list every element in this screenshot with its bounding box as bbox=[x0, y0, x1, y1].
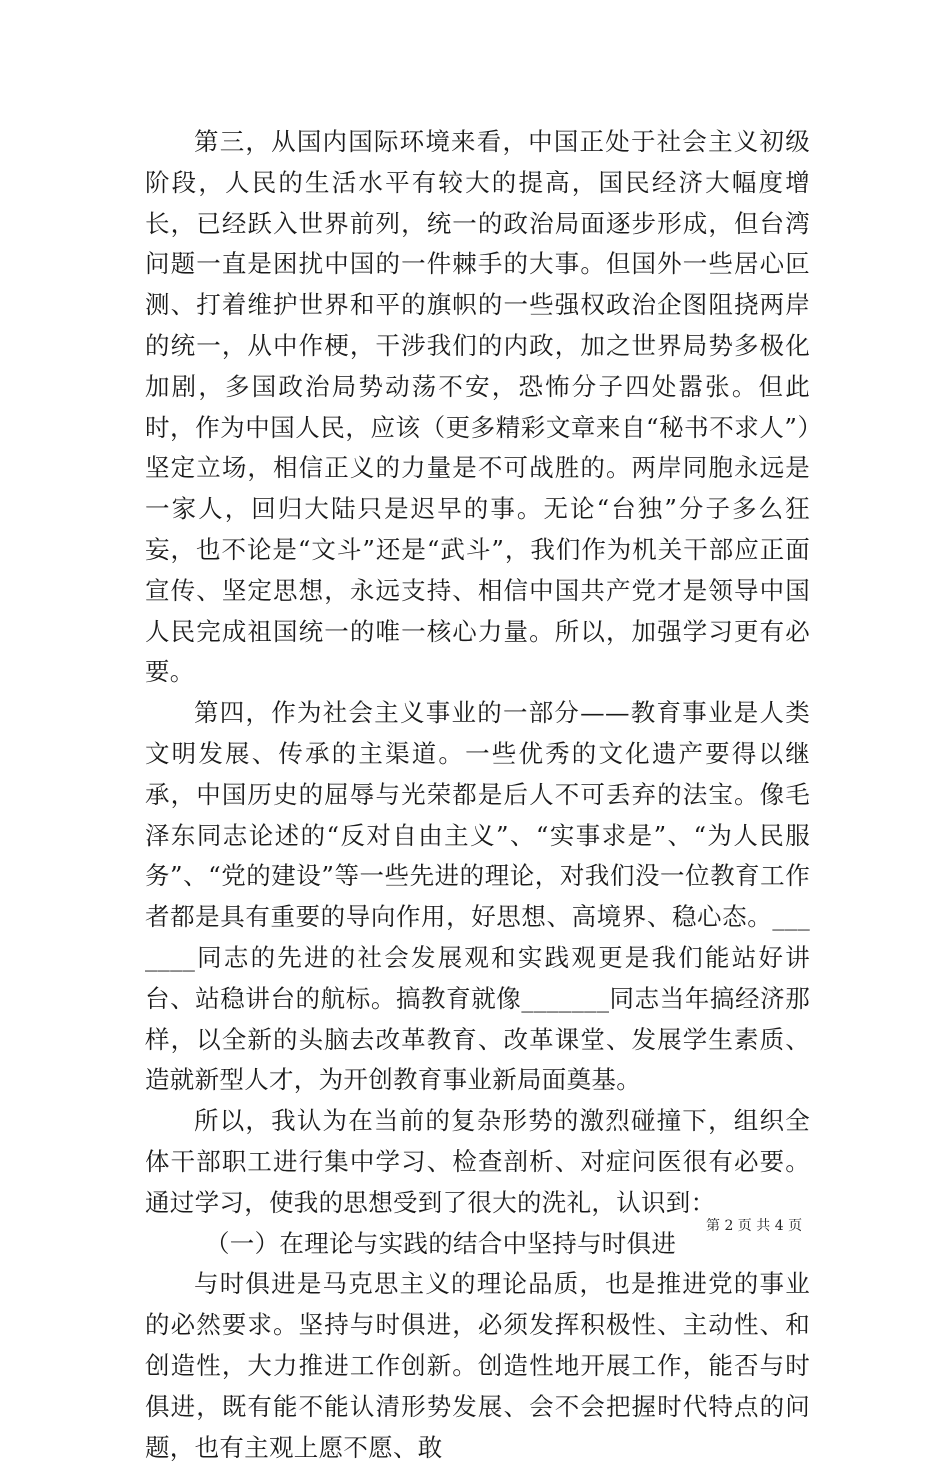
paragraph-keep-pace: 与时俱进是马克思主义的理论品质，也是推进党的事业的必然要求。坚持与时俱进，必须发挥积极性、主动性、和创造性，大力推进工作创新。创造性地开展工作，能否与时俱进，既有能不能认清形势发展、会不会把握时代特点的问题，也有主观上愿不愿、敢 bbox=[145, 1269, 810, 1462]
section-heading: （一）在理论与实践的结合中坚持与时俱进 bbox=[205, 1228, 677, 1258]
paragraph-conclusion: 所以，我认为在当前的复杂形势的激烈碰撞下，组织全体干部职工进行集中学习、检查剖析、对症问医很有必要。通过学习，使我的思想受到了很大的洗礼，认识到： bbox=[145, 1106, 810, 1217]
paragraph-third-point: 第三，从国内国际环境来看，中国正处于社会主义初级阶段，人民的生活水平有较大的提高，国民经济大幅度增长，已经跃入世界前列，统一的政治局面逐步形成，但台湾问题一直是困扰中国的一件棘手的大事。但国外一些居心叵测、打着维护世界和平的旗帜的一些强权政治企图阻挠两岸的统一，从中作梗，干涉我们的内政，加之世界局势多极化加剧，多国政治局势动荡不安，恐怖分子四处嚣张。但此时，作为中国人民，应该（更多精彩文章来自“秘书不求人”）坚定立场，相信正义的力量是不可战胜的。两岸同胞永远是一家人，回归大陆只是迟早的事。无论“台独”分子多么狂妄，也不论是“文斗”还是“武斗”，我们作为机关干部应正面宣传、坚定思想，永远支持、相信中国共产党才是领导中国人民完成祖国统一的唯一核心力量。所以，加强学习更有必要。 bbox=[145, 127, 810, 687]
document-body bbox=[145, 122, 810, 1468]
page-number-footer: 第 2 页 共 4 页 bbox=[706, 1218, 803, 1234]
paragraph-fourth-point: 第四，作为社会主义事业的一部分——教育事业是人类文明发展、传承的主渠道。一些优秀的文化遗产要得以继承，中国历史的屈辱与光荣都是后人不可丢弃的法宝。像毛泽东同志论述的“反对自由主义”、“实事求是”、“为人民服务”、“党的建设”等一些先进的理论，对我们没一位教育工作者都是具有重要的导向作用，好思想、高境界、稳心态。_______同志的先进的社会发展观和实践观更是我们能站好讲台、站稳讲台的航标。搞教育就像_______同志当年搞经济那样，以全新的头脑去改革教育、改革课堂、发展学生素质、造就新型人才，为开创教育事业新局面奠基。 bbox=[145, 698, 810, 1095]
